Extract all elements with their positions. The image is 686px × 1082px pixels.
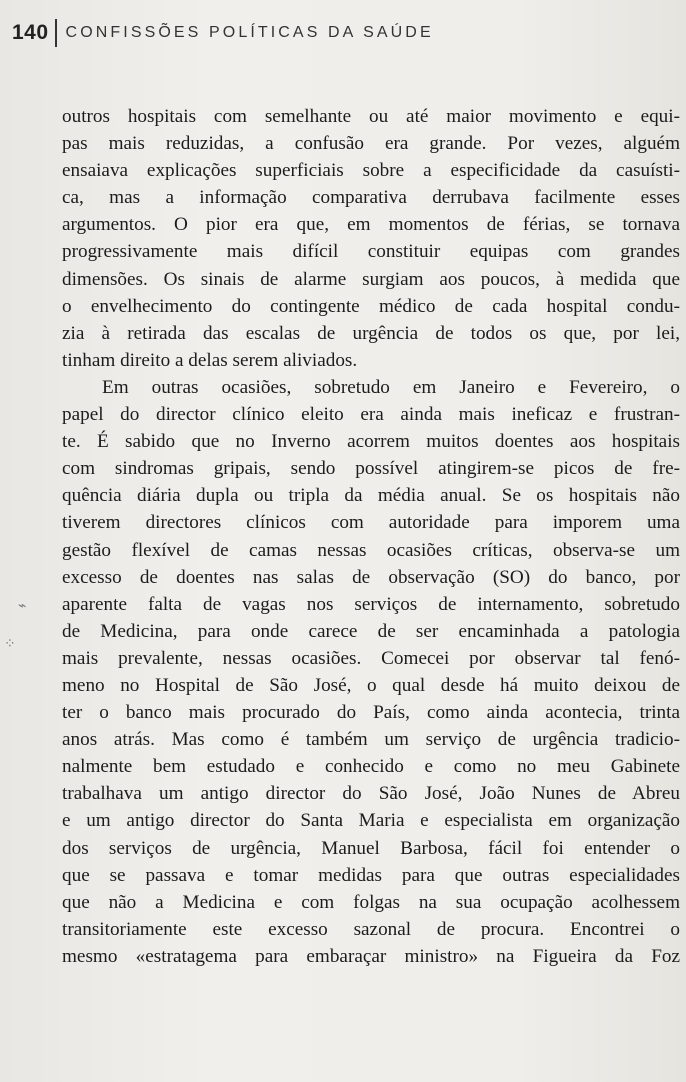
text-line: ter o banco mais procurado do País, como ainda acontecia, trinta (62, 702, 680, 724)
text-line: meno no Hospital de São José, o qual desde há muito deixou de (62, 674, 680, 696)
text-line: tinham direito a delas serem aliviados. (62, 349, 358, 371)
text-line: papel do director clínico eleito era ainda mais ineficaz e frustran- (62, 404, 680, 426)
pencil-mark-icon: ⌁ (18, 598, 27, 614)
text-line: e um antigo director do Santa Maria e especialista em organização (62, 810, 680, 832)
text-line: zia à retirada das escalas de urgência de todos os que, por lei, (62, 322, 680, 344)
text-line: aparente falta de vagas nos serviços de internamento, sobretudo (62, 593, 680, 615)
text-line: ensaiava explicações superficiais sobre a especificidade da casuísti- (62, 160, 680, 182)
text-line: mais prevalente, nessas ocasiões. Comecei por observar tal fenó- (62, 647, 680, 669)
text-line: anos atrás. Mas como é também um serviço de urgência tradicio- (62, 729, 680, 751)
text-line: te. É sabido que no Inverno acorrem muitos doentes aos hospitais (62, 431, 680, 453)
text-line: mesmo «estratagema para embaraçar ministro» na Figueira da Foz (62, 945, 680, 967)
body-text (62, 103, 680, 970)
text-line: que se passava e tomar medidas para que outras especialidades (62, 864, 680, 886)
text-line: que não a Medicina e com folgas na sua ocupação acolhessem (62, 891, 680, 913)
text-line: gestão flexível de camas nessas ocasiões críticas, observa-se um (62, 539, 680, 561)
text-line: pas mais reduzidas, a confusão era grande. Por vezes, alguém (62, 133, 680, 155)
text-line: de Medicina, para onde carece de ser encaminhada a patologia (62, 620, 680, 642)
running-title: CONFISSÕES POLÍTICAS DA SAÚDE (65, 24, 434, 41)
text-line: trabalhava um antigo director do São José, João Nunes de Abreu (62, 783, 680, 805)
page-number: 140 (12, 21, 49, 44)
header-divider (55, 19, 57, 47)
text-line: dos serviços de urgência, Manuel Barbosa, fácil foi entender o (62, 837, 680, 859)
text-line: progressivamente mais difícil constituir equipas com grandes (62, 241, 680, 263)
text-line: transitoriamente este excesso sazonal de procura. Encontrei o (62, 918, 680, 940)
text-line: dimensões. Os sinais de alarme surgiam aos poucos, à medida que (62, 268, 680, 290)
paragraph-2 (62, 374, 680, 970)
text-line: quência diária dupla ou tripla da média anual. Se os hospitais não (62, 485, 680, 507)
text-line: tiverem directores clínicos com autoridade para imporem uma (62, 512, 680, 534)
text-line: outros hospitais com semelhante ou até maior movimento e equi- (62, 106, 680, 127)
text-line: excesso de doentes nas salas de observação (SO) do banco, por (62, 566, 680, 588)
paragraph-1 (62, 103, 680, 374)
running-head (12, 18, 434, 48)
text-line: nalmente bem estudado e conhecido e como no meu Gabinete (62, 756, 680, 778)
text-line: o envelhecimento do contingente médico de cada hospital condu- (62, 295, 680, 317)
text-line: com sindromas gripais, sendo possível atingirem-se picos de fre- (62, 458, 680, 480)
text-line: argumentos. O pior era que, em momentos de férias, se tornava (62, 214, 680, 236)
smudge-mark-icon: ⁘ (4, 636, 16, 652)
text-line: ca, mas a informação comparativa derrubava facilmente esses (62, 187, 680, 209)
text-line: Em outras ocasiões, sobretudo em Janeiro e Fevereiro, o (102, 376, 680, 398)
